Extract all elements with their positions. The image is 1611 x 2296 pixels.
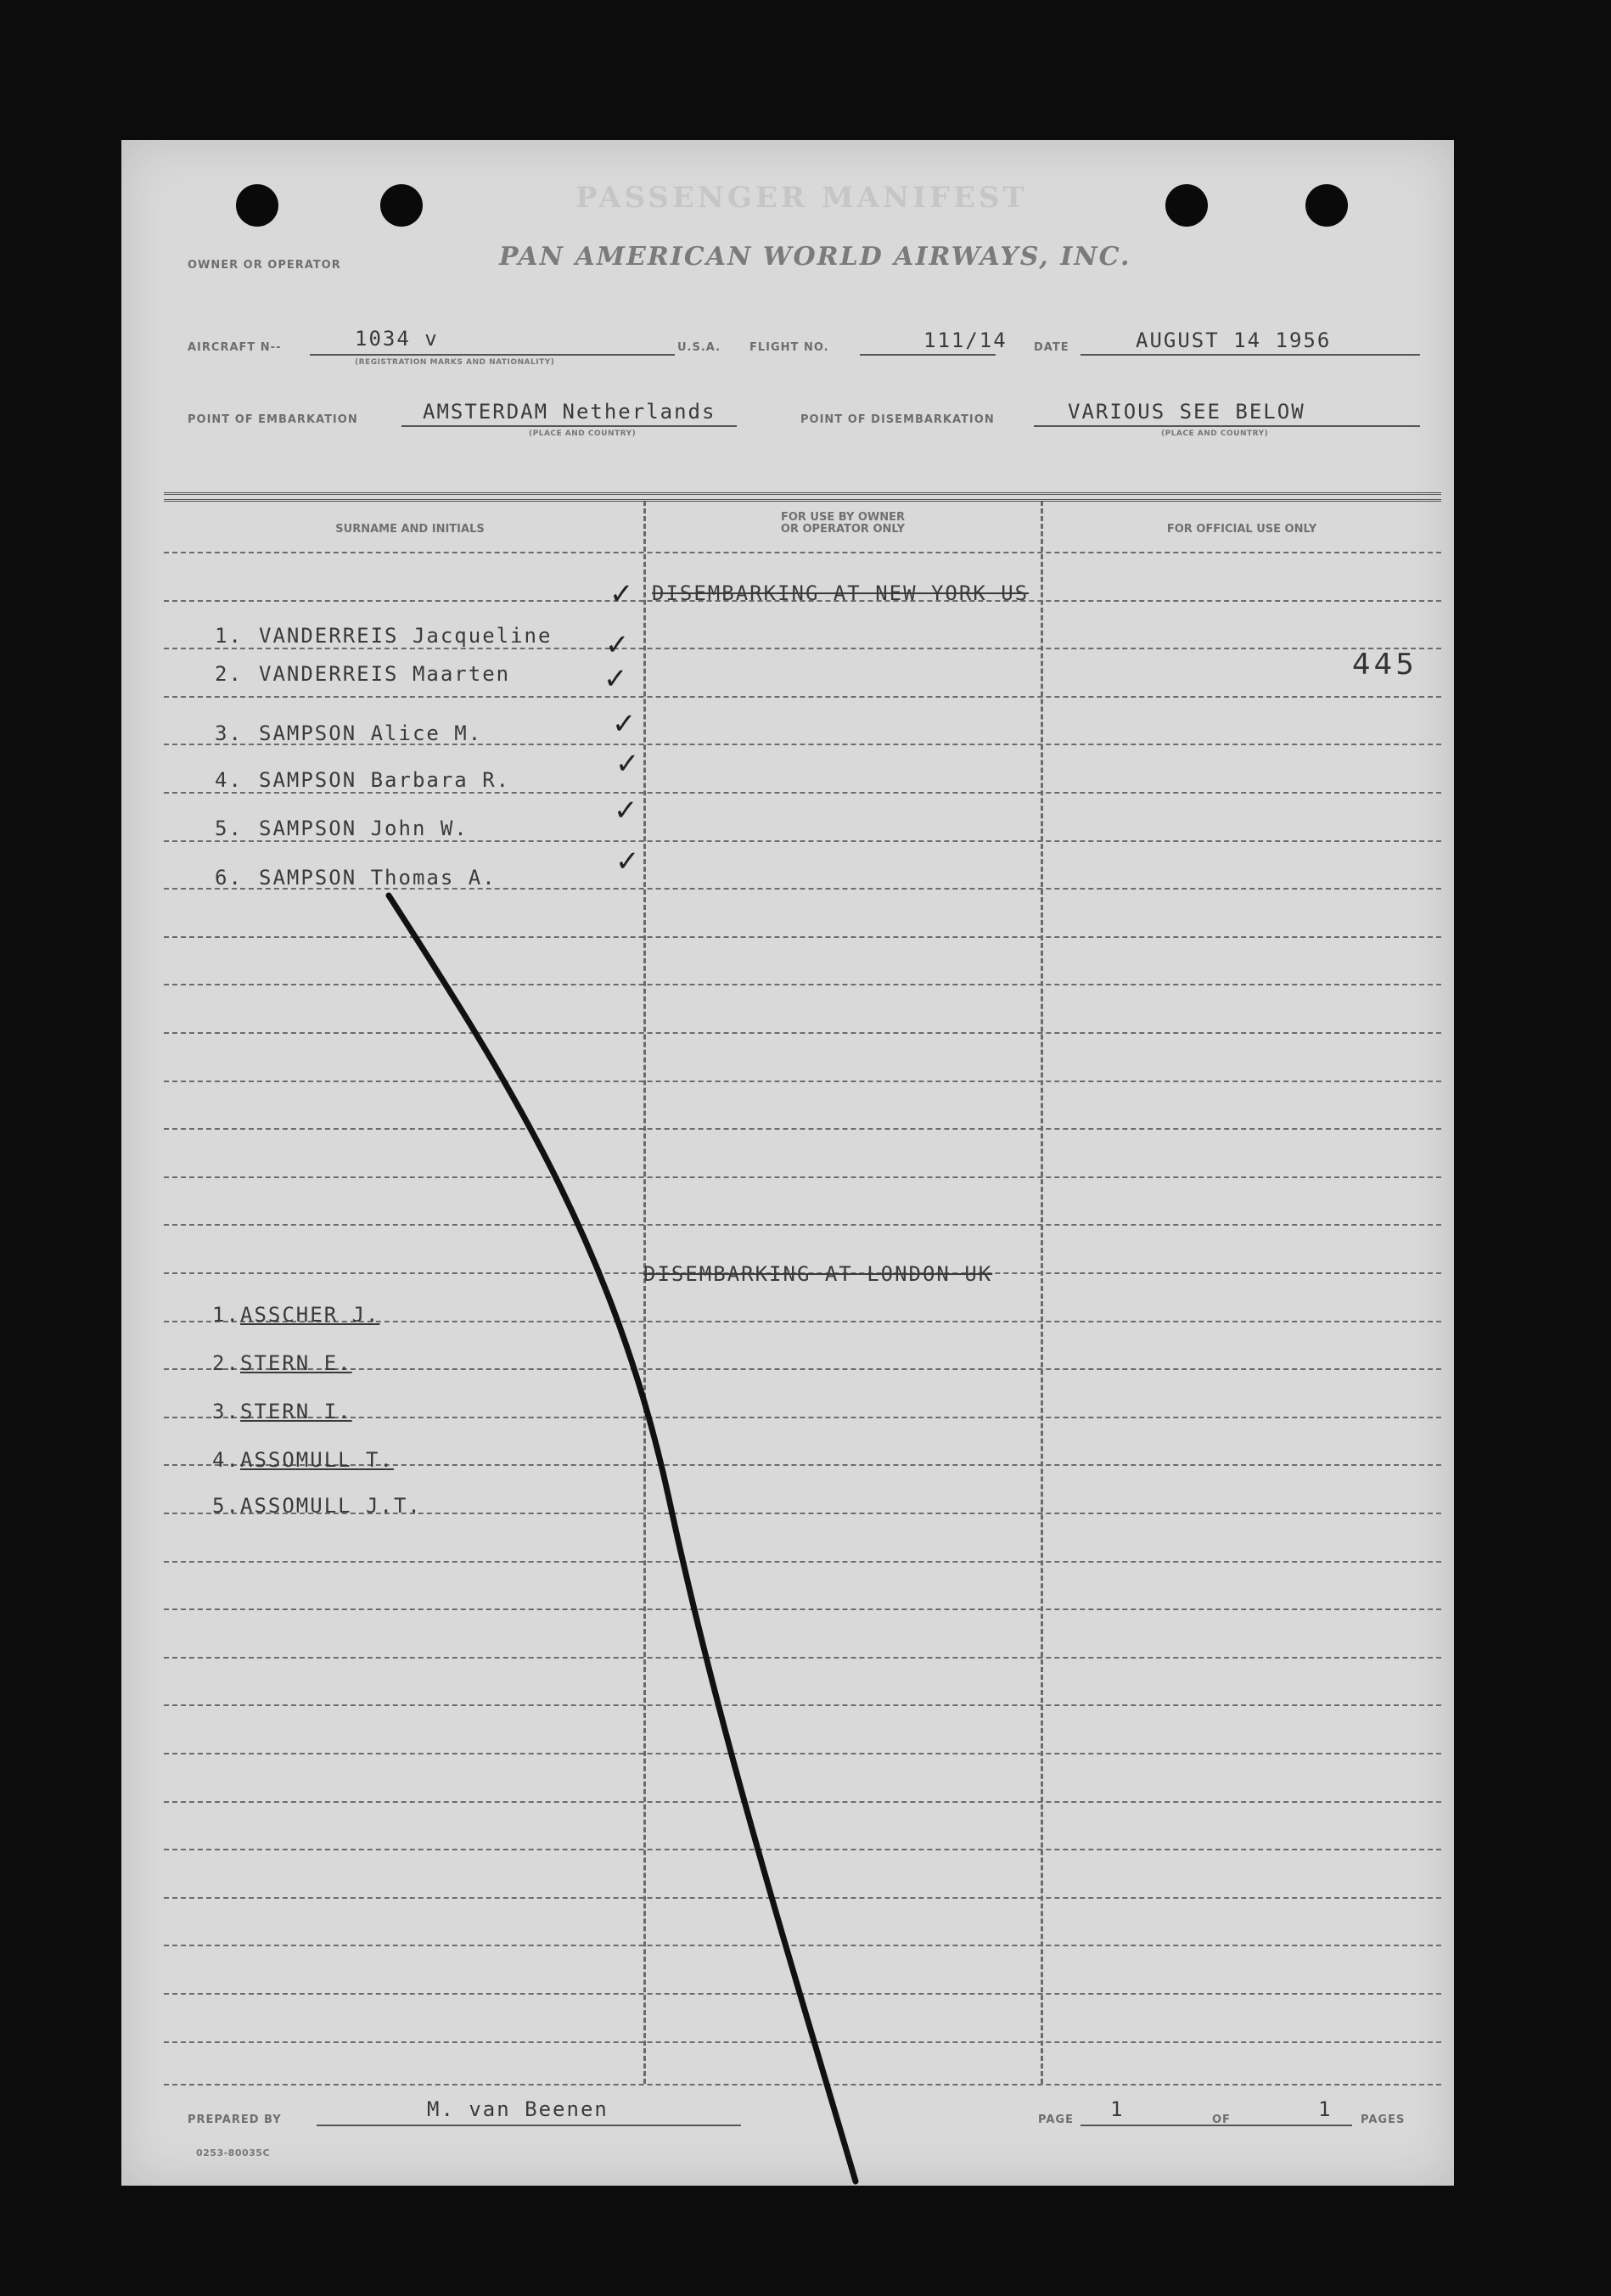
passenger-number: 4. [215, 768, 243, 792]
passenger-number: 4. [212, 1448, 240, 1472]
ruled-line [164, 1897, 1441, 1899]
usa-label: U.S.A. [677, 341, 721, 354]
check-mark-icon: ✓ [615, 845, 640, 879]
ruled-line [164, 696, 1441, 698]
ruled-line [164, 1224, 1441, 1226]
column-header-surname: SURNAME AND INITIALS [335, 523, 485, 536]
flight-line [860, 354, 996, 356]
passenger-name: STERN E. [240, 1351, 352, 1375]
punch-hole [1165, 184, 1208, 227]
passenger-number: 5. [212, 1494, 240, 1518]
passenger-number: 2. [212, 1351, 240, 1375]
prepared-line [317, 2125, 741, 2126]
passenger-name: STERN I. [240, 1400, 352, 1423]
ruled-line [164, 1176, 1441, 1178]
passenger-name: SAMPSON Thomas A. [259, 866, 497, 890]
ruled-line [164, 1417, 1441, 1418]
embark-label: POINT OF EMBARKATION [188, 413, 358, 426]
column-header-owner-use-line2: OR OPERATOR ONLY [780, 523, 906, 536]
of-value: 1 [1318, 2097, 1333, 2121]
ruled-line [164, 840, 1441, 842]
passenger-number: 1. [212, 1303, 240, 1327]
ruled-line [164, 2084, 1441, 2085]
aircraft-label: AIRCRAFT N-- [188, 341, 282, 354]
punch-hole [1305, 184, 1348, 227]
passenger-number: 6. [215, 866, 243, 890]
of-label: OF [1212, 2114, 1231, 2126]
ruled-line [164, 1657, 1441, 1659]
aircraft-sub: (REGISTRATION MARKS AND NATIONALITY) [355, 358, 555, 367]
passenger-name: ASSOMULL J.T. [240, 1494, 422, 1518]
passenger-name: SAMPSON Alice M. [259, 721, 483, 745]
ruled-line [164, 1801, 1441, 1803]
date-value: AUGUST 14 1956 [1136, 328, 1332, 352]
ruled-line [164, 1753, 1441, 1754]
passenger-name: SAMPSON Barbara R. [259, 768, 511, 792]
ruled-line [164, 1368, 1441, 1370]
ruled-line [164, 1993, 1441, 1995]
faded-title: PASSENGER MANIFEST [575, 181, 1028, 215]
ruled-line [164, 936, 1441, 938]
flight-value: 111/14 [923, 328, 1008, 352]
check-mark-icon: ✓ [614, 794, 638, 828]
column-divider [643, 501, 646, 2084]
manifest-page [121, 140, 1454, 2186]
punch-hole [380, 184, 423, 227]
embark-value: AMSTERDAM Netherlands [423, 400, 716, 424]
ruled-line [164, 1849, 1441, 1850]
column-header-owner-use [716, 512, 970, 536]
passenger-name: VANDERREIS Jacqueline [259, 624, 553, 648]
check-mark-icon: ✓ [603, 662, 628, 696]
page-value: 1 [1110, 2097, 1125, 2121]
prepared-label: PREPARED BY [188, 2114, 282, 2126]
owner-label: OWNER OR OPERATOR [188, 259, 341, 272]
punch-hole [236, 184, 278, 227]
column-header-official-use: FOR OFFICIAL USE ONLY [1166, 523, 1317, 536]
ruled-line [164, 1561, 1441, 1563]
passenger-number: 1. [215, 624, 243, 648]
passenger-name: VANDERREIS Maarten [259, 662, 511, 686]
check-mark-icon: ✓ [612, 707, 637, 741]
prepared-value: M. van Beenen [427, 2097, 609, 2121]
ruled-line [164, 2041, 1441, 2043]
column-header-owner-use-line1: FOR USE BY OWNER [780, 511, 906, 524]
check-mark-icon: ✓ [615, 747, 640, 781]
embark-sub: (PLACE AND COUNTRY) [529, 429, 637, 438]
footer-line [1081, 2125, 1352, 2126]
ruled-line [164, 1128, 1441, 1130]
aircraft-value: 1034 v [355, 327, 439, 351]
page-label: PAGE [1038, 2114, 1074, 2126]
embark-line [401, 425, 737, 427]
ruled-line [164, 1081, 1441, 1082]
passenger-number: 5. [215, 817, 243, 840]
ruled-line [164, 648, 1441, 649]
flight-label: FLIGHT NO. [749, 341, 829, 354]
passenger-name: ASSOMULL T. [240, 1448, 394, 1472]
check-mark-icon: ✓ [605, 628, 630, 662]
passenger-name: SAMPSON John W. [259, 817, 469, 840]
pages-label: PAGES [1361, 2114, 1406, 2126]
date-line [1081, 354, 1420, 356]
passenger-name: ASSCHER J. [240, 1303, 380, 1327]
ruled-line [164, 1945, 1441, 1946]
passenger-number: 3. [212, 1400, 240, 1423]
passenger-number: 2. [215, 662, 243, 686]
company-name: PAN AMERICAN WORLD AIRWAYS, INC. [499, 242, 1131, 272]
column-divider [1041, 501, 1043, 2084]
group-heading-london: DISEMBARKING AT LONDON UK [643, 1262, 993, 1286]
pen-stroke [121, 140, 1454, 2186]
ruled-line [164, 1032, 1441, 1034]
aircraft-line [310, 354, 675, 356]
disembark-label: POINT OF DISEMBARKATION [800, 413, 995, 426]
check-mark-icon: ✓ [609, 577, 634, 611]
ruled-line [164, 1704, 1441, 1706]
header-rule [164, 499, 1441, 502]
form-code: 0253-80035C [196, 2147, 271, 2158]
passenger-number: 3. [215, 721, 243, 745]
disembark-value: VARIOUS SEE BELOW [1068, 400, 1305, 424]
group-heading-new-york: DISEMBARKING AT NEW YORK US [652, 581, 1030, 605]
ruled-line [164, 792, 1441, 794]
disembark-sub: (PLACE AND COUNTRY) [1161, 429, 1269, 438]
header-rule [164, 492, 1441, 495]
ruled-line [164, 1608, 1441, 1610]
official-note: 445 [1352, 648, 1417, 682]
ruled-line [164, 984, 1441, 985]
disembark-line [1034, 425, 1420, 427]
ruled-line [164, 552, 1441, 553]
date-label: DATE [1034, 341, 1069, 354]
